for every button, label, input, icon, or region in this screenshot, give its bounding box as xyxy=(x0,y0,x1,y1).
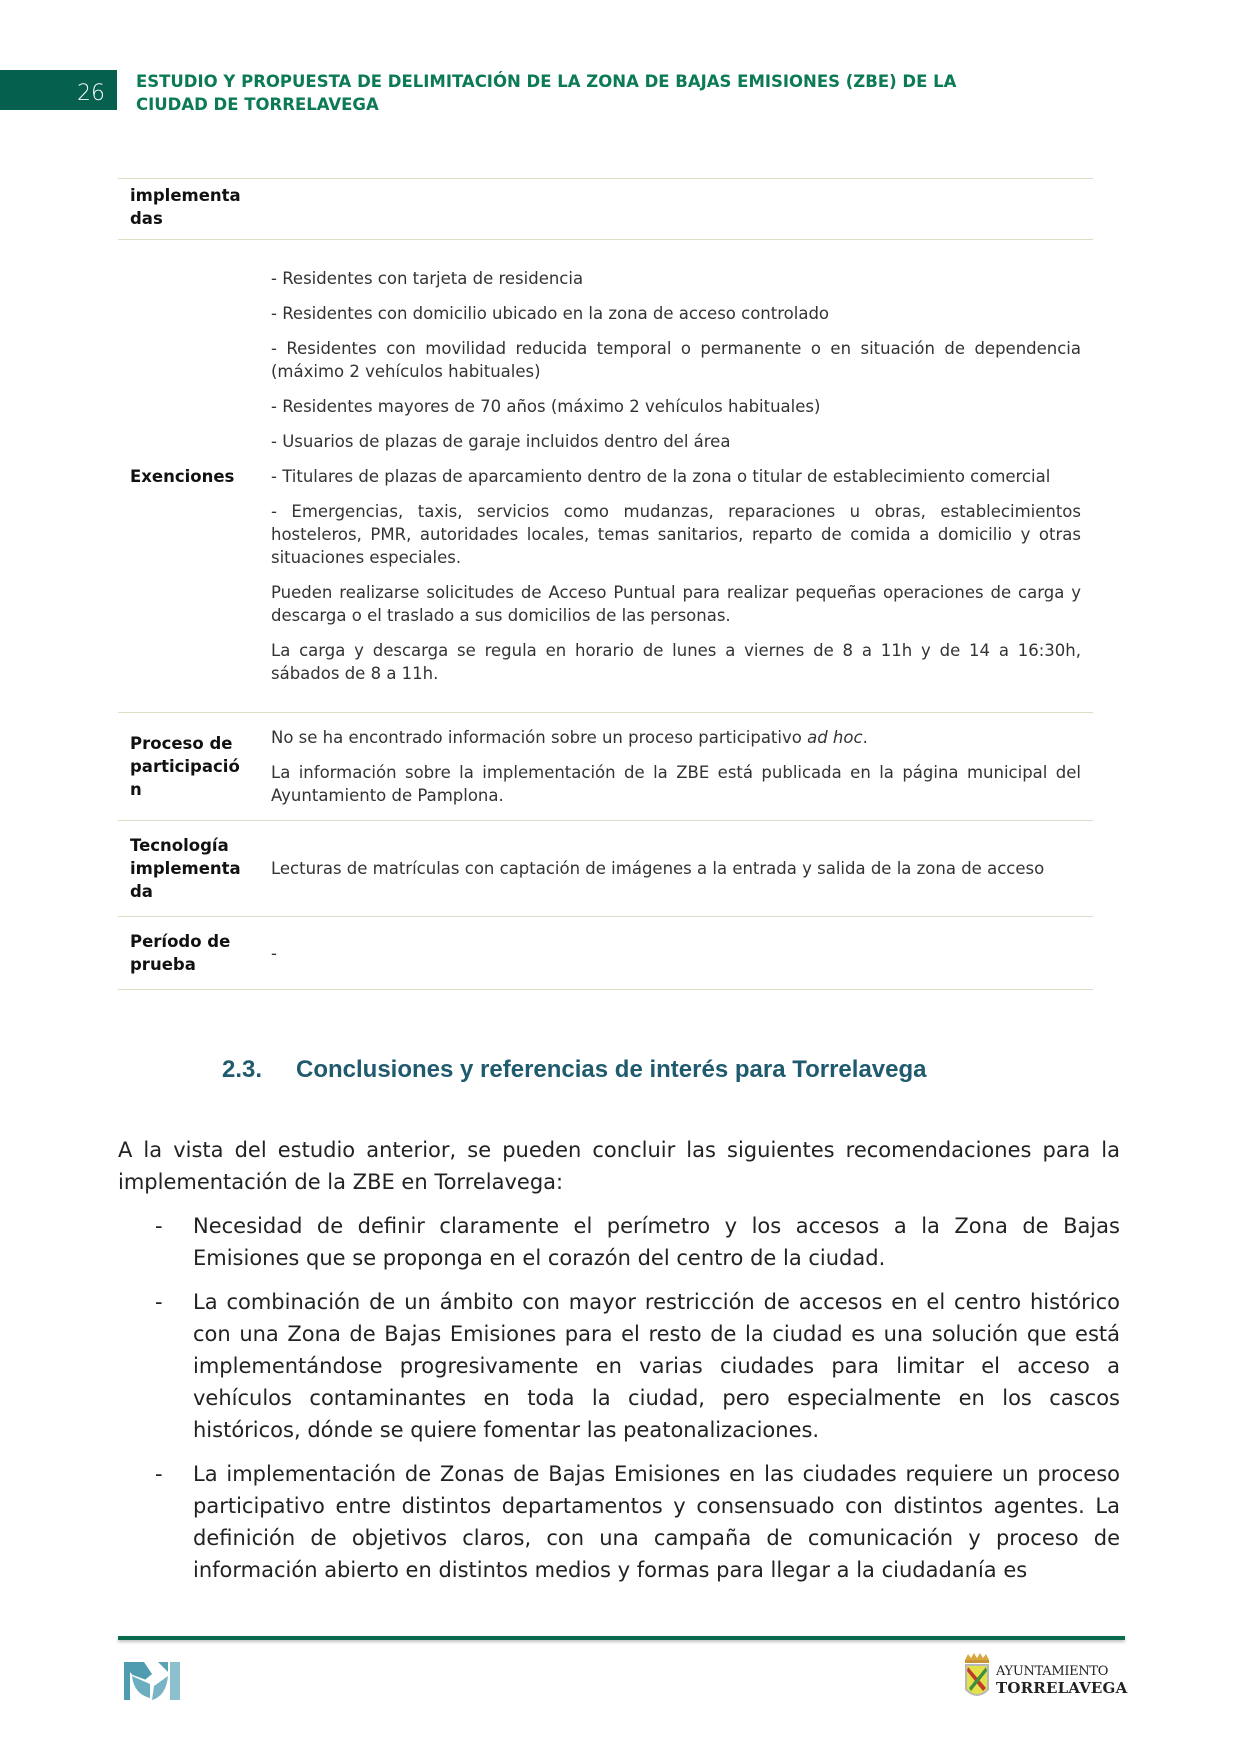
zbe-features-table xyxy=(118,178,1093,990)
row-content xyxy=(252,713,1093,820)
section-number: 2.3. xyxy=(222,1056,263,1083)
ayuntamiento-torrelavega-logo xyxy=(962,1652,1128,1704)
row-label-text: Período de prueba xyxy=(130,932,231,974)
coat-of-arms-icon xyxy=(962,1652,992,1702)
list-item xyxy=(118,1286,1120,1446)
recommendations-list xyxy=(118,1210,1120,1586)
list-item xyxy=(118,1210,1120,1274)
technology-text: Lecturas de matrículas con captación de imágenes a la entrada y salida de la zona de acceso xyxy=(271,859,1045,878)
list-item-text: Necesidad de definir claramente el perímetro y los accesos a la Zona de Bajas Emisiones que se proponga en el corazón del centro de la ciudad. xyxy=(193,1214,1120,1270)
row-label xyxy=(118,240,252,712)
participation-text: No se ha encontrado información sobre un proceso participativo ad hoc. xyxy=(271,728,868,747)
list-item-text: La implementación de Zonas de Bajas Emisiones en las ciudades requiere un proceso participativo entre distintos departamentos y consensuado con distintos agentes. La definición de objetivos claros, con una campaña de comunicación y proceso de información abierto en distintos medios y formas para llegar a la ciudadanía es xyxy=(193,1462,1120,1582)
document-title-line-1: ESTUDIO Y PROPUESTA DE DELIMITACIÓN DE LA ZONA DE BAJAS EMISIONES (ZBE) DE LA xyxy=(136,72,957,91)
bullet-marker: - xyxy=(155,1290,163,1314)
consultancy-logo-icon xyxy=(122,1660,182,1702)
row-content xyxy=(252,821,1093,916)
exemption-item: - Residentes con tarjeta de residencia xyxy=(271,269,584,288)
page-number: 26 xyxy=(77,81,105,106)
list-item-text: La combinación de un ámbito con mayor restricción de accesos en el centro histórico con una Zona de Bajas Emisiones para el resto de la ciudad es una solución que está implementándose progresivamente en varias ciudades para limitar el acceso a vehículos contaminantes en toda la ciudad, pero especialmente en los cascos históricos, dónde se quiere fomentar las peatonalizaciones. xyxy=(193,1290,1120,1442)
row-label-text: implementa das xyxy=(130,186,241,228)
exemption-item: - Residentes con domicilio ubicado en la zona de acceso controlado xyxy=(271,304,830,323)
table-row xyxy=(118,820,1093,916)
row-label xyxy=(118,917,252,989)
table-row xyxy=(118,239,1093,712)
row-label xyxy=(118,179,252,239)
body-text xyxy=(118,1134,1120,1598)
exemption-item: - Emergencias, taxis, servicios como mudanzas, reparaciones u obras, establecimientos hosteleros, PMR, autoridades locales, temas sanitarios, reparto de comida a domicilio y otras situaciones especiales. xyxy=(271,502,1081,567)
bullet-marker: - xyxy=(155,1214,163,1238)
table-row xyxy=(118,916,1093,990)
section-heading xyxy=(222,1056,927,1084)
page-number-box xyxy=(0,70,117,110)
participation-text: La información sobre la implementación de la ZBE está publicada en la página municipal del Ayuntamiento de Pamplona. xyxy=(271,763,1081,805)
table-row xyxy=(118,178,1093,239)
row-label xyxy=(118,821,252,916)
row-content xyxy=(252,179,1093,239)
row-label-text: Exenciones xyxy=(130,466,235,486)
row-label xyxy=(118,713,252,820)
exemption-item: - Titulares de plazas de aparcamiento dentro de la zona o titular de establecimiento comercial xyxy=(271,467,1051,486)
row-label-text: Proceso de participació n xyxy=(130,734,240,799)
document-title-line-2: CIUDAD DE TORRELAVEGA xyxy=(136,95,379,114)
row-label-text: Tecnología implementa da xyxy=(130,836,241,901)
logo-line-2: TORRELAVEGA xyxy=(996,1679,1128,1697)
table-row xyxy=(118,712,1093,820)
section-title: Conclusiones y referencias de interés para Torrelavega xyxy=(296,1056,927,1083)
intro-paragraph: A la vista del estudio anterior, se pueden concluir las siguientes recomendaciones para la implementación de la ZBE en Torrelavega: xyxy=(118,1138,1120,1194)
logo-line-1: AYUNTAMIENTO xyxy=(996,1664,1109,1679)
row-content xyxy=(252,917,1093,989)
exemption-note: Pueden realizarse solicitudes de Acceso Puntual para realizar pequeñas operaciones de carga y descarga o el traslado a sus domicilios de las personas. xyxy=(271,583,1081,625)
list-item xyxy=(118,1458,1120,1586)
trial-period-text: - xyxy=(271,943,277,963)
exemption-item: - Residentes mayores de 70 años (máximo 2 vehículos habituales) xyxy=(271,397,821,416)
exemption-item: - Residentes con movilidad reducida temporal o permanente o en situación de dependencia (máximo 2 vehículos habituales) xyxy=(271,339,1081,381)
bullet-marker: - xyxy=(155,1462,163,1486)
footer-rule xyxy=(118,1636,1125,1640)
document-title xyxy=(136,70,956,116)
row-content xyxy=(252,240,1093,712)
italic-term: ad hoc xyxy=(807,728,863,747)
exemption-note: La carga y descarga se regula en horario de lunes a viernes de 8 a 11h y de 14 a 16:30h, sábados de 8 a 11h. xyxy=(271,641,1081,683)
exemption-item: - Usuarios de plazas de garaje incluidos dentro del área xyxy=(271,432,731,451)
